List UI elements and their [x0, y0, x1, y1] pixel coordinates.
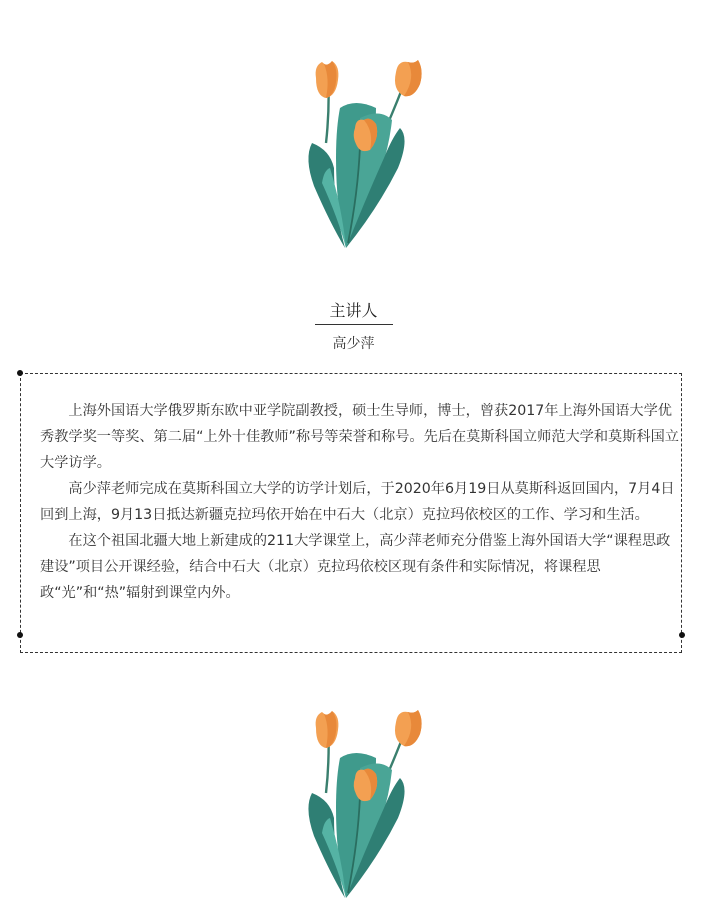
corner-dot	[17, 370, 23, 376]
tulip-bouquet-icon	[300, 708, 430, 898]
bio-paragraph: 高少萍老师完成在莫斯科国立大学的访学计划后，于2020年6月19日从莫斯科返回国内，7月4日回到上海，9月13日抵达新疆克拉玛依开始在中石大（北京）克拉玛依校区的工作、学习和生活。	[40, 481, 675, 523]
speaker-block	[0, 300, 707, 354]
speaker-title: 主讲人	[315, 300, 393, 325]
speaker-name: 高少萍	[332, 336, 375, 352]
bio-text	[40, 398, 684, 606]
bio-paragraph: 上海外国语大学俄罗斯东欧中亚学院副教授，硕士生导师，博士，曾获2017年上海外国语大学优秀教学奖一等奖、第二届“上外十佳教师”称号等荣誉和称号。先后在莫斯科国立师范大学和莫斯科国立大学访学。	[40, 403, 679, 471]
corner-dot	[17, 632, 23, 638]
tulip-bouquet-icon	[300, 58, 430, 248]
corner-dot	[679, 632, 685, 638]
bio-paragraph: 在这个祖国北疆大地上新建成的211大学课堂上，高少萍老师充分借鉴上海外国语大学“课程思政建设”项目公开课经验，结合中石大（北京）克拉玛依校区现有条件和实际情况，将课程思政“光”和“热”辐射到课堂内外。	[40, 533, 671, 601]
bio-box	[20, 373, 682, 653]
